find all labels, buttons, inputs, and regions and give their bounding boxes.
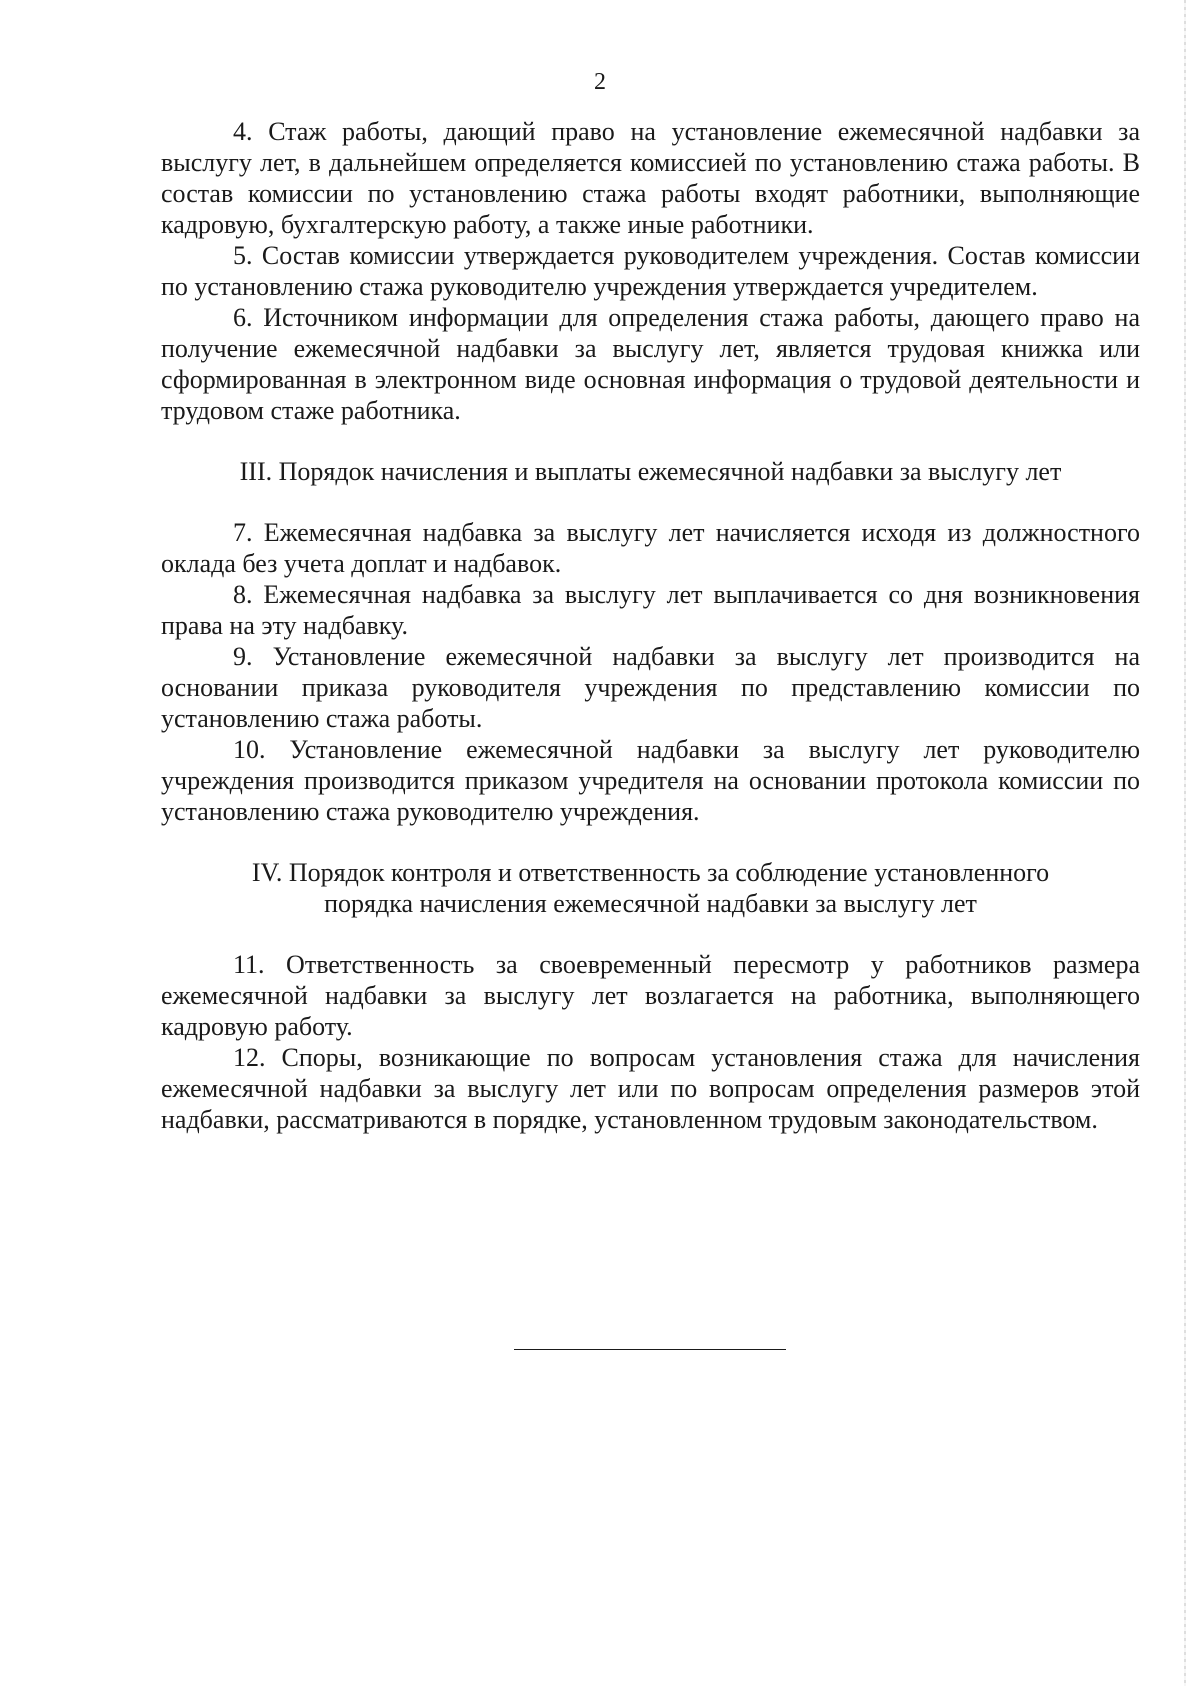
paragraph-10: 10. Установление ежемесячной надбавки за выслугу лет руководителю учреждения производится приказом учредителя на основании протокола комиссии по установлению стажа руководителю учреждения. — [161, 735, 1140, 826]
section-heading-iv-line-2: порядка начисления ежемесячной надбавки за выслугу лет — [324, 889, 977, 918]
page-number: 2 — [594, 69, 606, 95]
paragraph-8: 8. Ежемесячная надбавка за выслугу лет выплачивается со дня возникновения права на эту надбавку. — [161, 580, 1140, 640]
paragraph-5: 5. Состав комиссии утверждается руководителем учреждения. Состав комиссии по установлению стажа руководителю учреждения утверждается учредителем. — [161, 241, 1140, 301]
scan-edge-artifact — [1184, 0, 1186, 1686]
paragraph-9: 9. Установление ежемесячной надбавки за выслугу лет производится на основании приказа руководителя учреждения по представлению комиссии по установлению стажа работы. — [161, 642, 1140, 733]
paragraph-7: 7. Ежемесячная надбавка за выслугу лет начисляется исходя из должностного оклада без учета доплат и надбавок. — [161, 518, 1140, 578]
document-body — [161, 116, 1140, 1135]
paragraph-4: 4. Стаж работы, дающий право на установление ежемесячной надбавки за выслугу лет, в дальнейшем определяется комиссией по установлению стажа работы. В состав комиссии по установлению стажа работы входят работники, выполняющие кадровую, бухгалтерскую работу, а также иные работники. — [161, 117, 1140, 239]
section-heading-iv — [161, 857, 1140, 919]
paragraph-11: 11. Ответственность за своевременный пересмотр у работников размера ежемесячной надбавки за выслугу лет возлагается на работника, выполняющего кадровую работу. — [161, 950, 1140, 1041]
end-of-document-rule — [514, 1349, 786, 1350]
section-heading-iii: III. Порядок начисления и выплаты ежемесячной надбавки за выслугу лет — [239, 457, 1062, 486]
paragraph-12: 12. Споры, возникающие по вопросам установления стажа для начисления ежемесячной надбавки за выслугу лет или по вопросам определения размеров этой надбавки, рассматриваются в порядке, установленном трудовым законодательством. — [161, 1043, 1140, 1134]
paragraph-6: 6. Источником информации для определения стажа работы, дающего право на получение ежемесячной надбавки за выслугу лет, является трудовая книжка или сформированная в электронном виде основная информация о трудовой деятельности и трудовом стаже работника. — [161, 303, 1140, 425]
section-heading-iv-line-1: IV. Порядок контроля и ответственность за соблюдение установленного — [251, 858, 1050, 887]
